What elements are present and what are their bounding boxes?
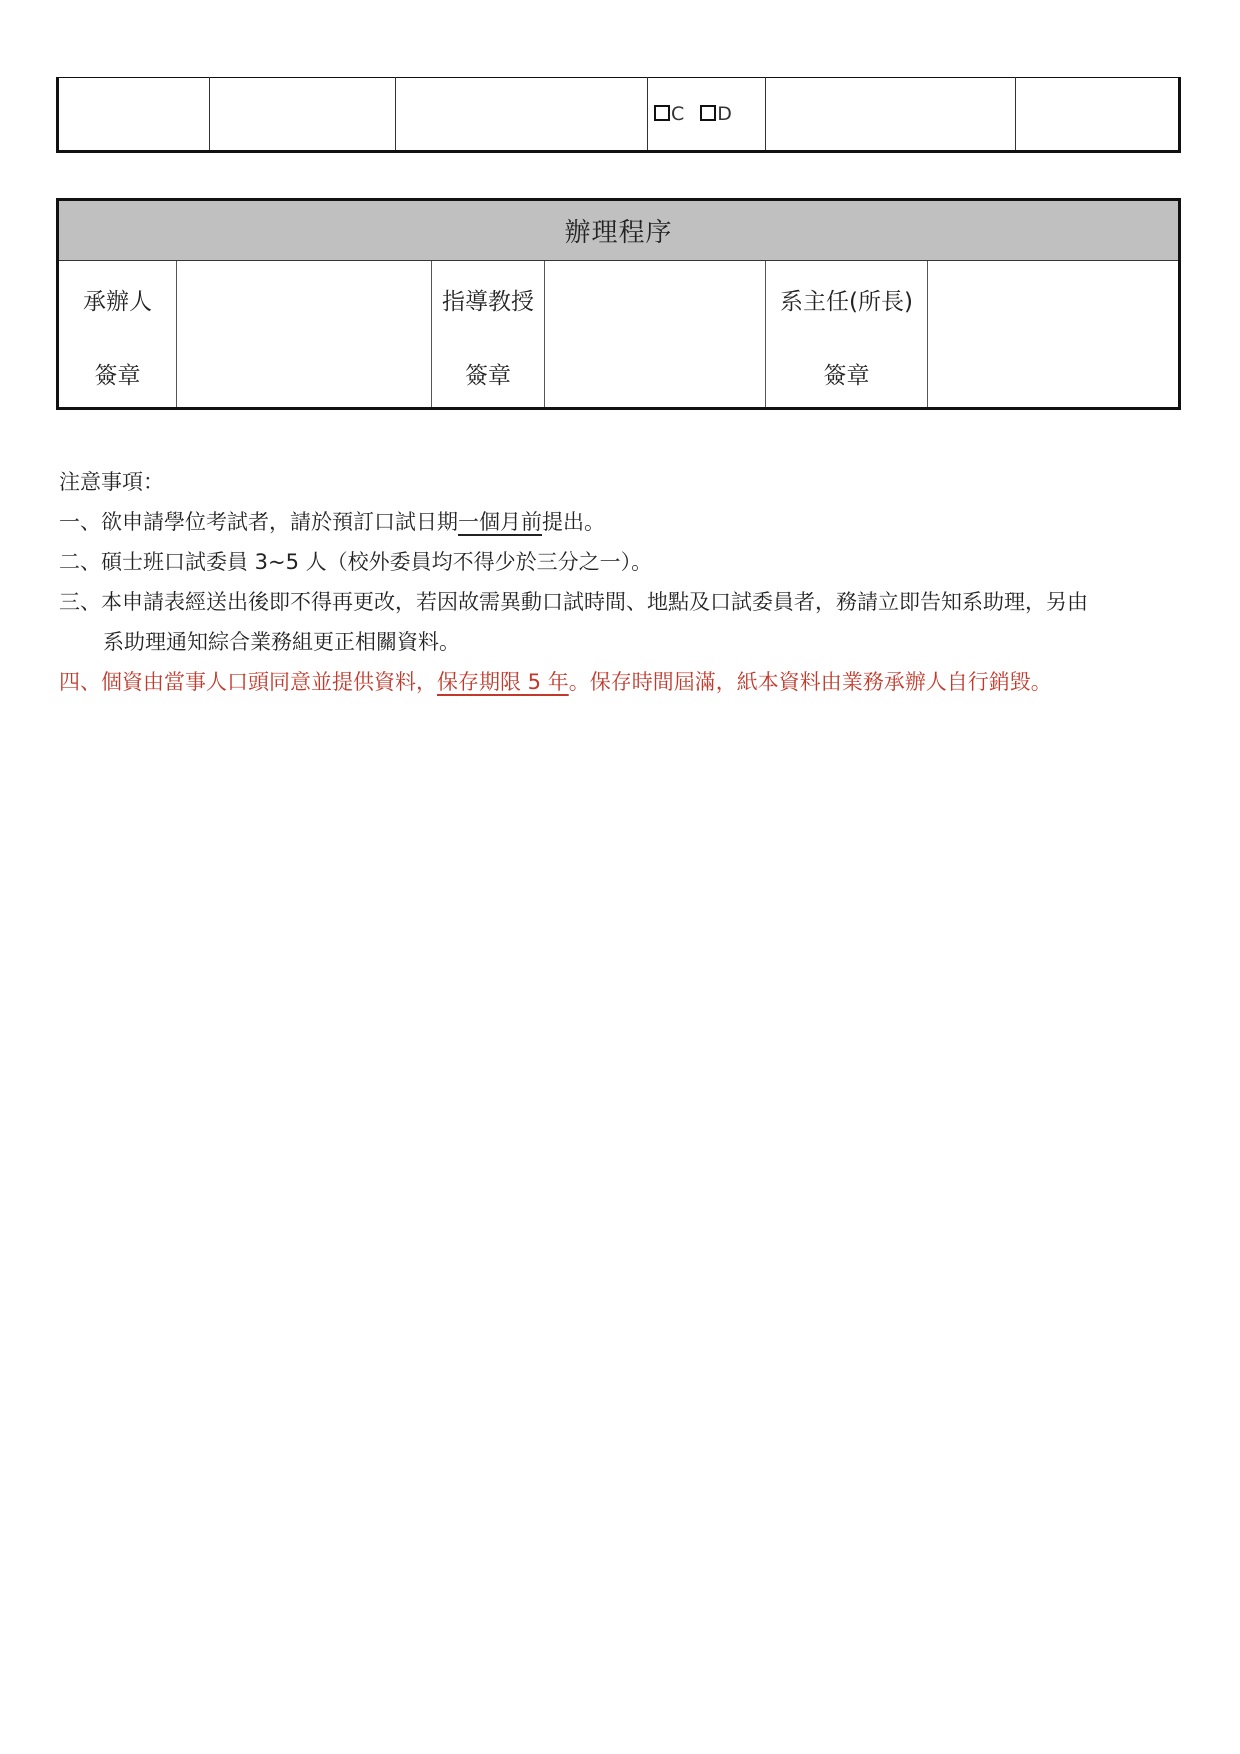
empty-cell[interactable] [396,78,648,152]
chair-signature-field[interactable] [928,261,1180,409]
empty-cell[interactable] [58,78,210,152]
grade-option-cell [648,78,766,152]
empty-cell[interactable] [1016,78,1180,152]
note-item-4 [59,662,1181,702]
previous-table-last-row [56,77,1181,153]
checkbox-c[interactable] [654,105,670,121]
procedure-header: 辦理程序 [58,200,1180,261]
note-item-4-prefix: 四、個資由當事人口頭同意並提供資料， [59,670,437,694]
table-row [58,78,1180,152]
note-item-3-line-1: 三、本申請表經送出後即不得再更改，若因故需異動口試時間、地點及口試委員者，務請立即告知系助理，另由 [59,590,1088,614]
handler-sign-label: 簽章 [94,363,141,389]
advisor-title: 指導教授 [442,289,534,315]
chair-sign-label: 簽章 [823,363,870,389]
advisor-sign-label: 簽章 [465,363,511,389]
handler-title: 承辦人 [83,289,152,315]
checkbox-d-label: D [717,103,732,125]
note-item-1-suffix: 提出。 [542,510,605,534]
advisor-signature-field[interactable] [545,261,766,409]
note-item-3-line-2: 系助理通知綜合業務組更正相關資料。 [103,630,460,654]
notes-heading: 注意事項： [59,470,164,494]
empty-cell[interactable] [210,78,396,152]
advisor-label-cell [432,261,545,409]
procedure-table [56,198,1181,410]
note-item-1 [59,502,1181,542]
chair-label-cell [766,261,928,409]
handler-signature-field[interactable] [177,261,432,409]
note-item-1-prefix: 一、欲申請學位考試者，請於預訂口試日期 [59,510,458,534]
note-item-1-underlined: 一個月前 [458,510,542,534]
note-item-4-underlined: 保存期限 5 年 [437,670,569,694]
signature-row [58,261,1180,409]
note-item-4-suffix: 。保存時間屆滿，紙本資料由業務承辦人自行銷毀。 [568,670,1052,694]
note-item-2: 二、碩士班口試委員 3~5 人（校外委員均不得少於三分之一）。 [59,550,653,574]
empty-cell[interactable] [766,78,1016,152]
chair-title: 系主任(所長) [780,289,913,315]
checkbox-d[interactable] [700,105,716,121]
notes-section [59,462,1181,702]
checkbox-c-label: C [671,103,685,125]
handler-label-cell [58,261,177,409]
